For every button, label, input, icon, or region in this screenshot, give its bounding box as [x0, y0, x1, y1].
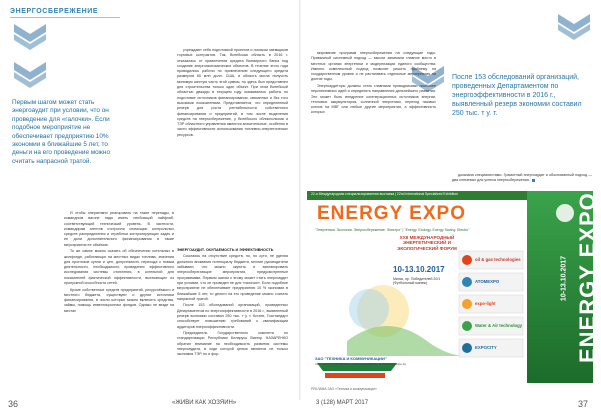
magazine-name: «ЖИВИ КАК ХОЗЯИН»	[172, 400, 237, 406]
ad-contacts: тел.: +375 17 306-06-06, e-mail: energy@tc.by, www.energyexpo.by	[315, 362, 406, 366]
paragraph: То же самое можно сказать об обеспечении котельных в жилфонде, работающих на местных видах топлива, значения для прогнозов купли и цен, допустимость перехода к новым деятельности, необходимость проведения эффективного исследования системы отопления, в котельной для показателей фактической эффективности, вытекающих из пропускной способности сетей.	[64, 249, 174, 286]
article-column-left	[64, 211, 174, 389]
article-column-right-end	[452, 173, 592, 187]
ad-banner-line: 22-я Международная специализированная выставка | 22nd International Specialized Exhibition	[311, 192, 459, 196]
paragraph: доказана специалистами. Грамотный энергоаудит и обоснованный подход — два ключевых для успеха энергосбережения.	[452, 173, 592, 183]
end-mark-icon	[532, 179, 535, 182]
ad-side-event: Water & Air technology	[475, 323, 523, 328]
paragraph: После 153 обследований организаций, проведенных Департаментом по энергоэффективности в 2016 г., выявленный резерв экономии составил 250 тыс. т у. т. Кстати, Госстандарт способствует повышению требований к квалификации аудиторов энергоэффективности.	[177, 303, 288, 329]
ad-side-event: oil & gas technologies	[475, 257, 521, 262]
chevron-down-icon	[14, 24, 46, 50]
chevron-down-icon	[14, 62, 46, 88]
subheading: ЭНЕРГОАУДИТ. ОКУПАЕМОСТЬ И ЭФФЕКТИВНОСТЬ	[177, 248, 274, 252]
ad-forum-title: XXII МЕЖДУНАРОДНЫЙ ЭНЕРГЕТИЧЕСКИЙ И ЭКОЛОГИЧЕСКИЙ ФОРУМ	[397, 235, 457, 251]
page-number-right: 37	[578, 399, 589, 409]
ad-venue: Минск, пр. Победителей 20/1 (Футбольный манеж)	[393, 277, 441, 286]
ad-vertical-dates: 10-13.10.2017	[560, 255, 568, 302]
ad-caption: РЕКЛАМА ЗАО «Техника и коммуникации»	[311, 387, 377, 391]
chevron-down-icon	[558, 14, 590, 40]
ad-side-event: expo-light	[475, 301, 496, 306]
paragraph: учреждают себя подготовкой проектов и поиском заемщиков торговых контрактов. Так, Витебская область в 2016 г. отказалась от привлечения кредита Всемирного банка под создание энергоэкономических объектов. В течение этого года проводились работы по привлечению следующего кредита размером 60 млн долл. США, и область могла получить минимум шестую часть этой суммы, но здесь был представлен для строительства только один объект. При этом Витебской областью дважды в текущем году оказывались работы по подготовке источников финансирования, связанных и без того высокими показателями. Представляется, что определенный резерв для роста рентабельности собственного финансирования и предприятий, в том числе выделения средств на энергосбережение, у Витебского облисполкома и ТЭР областного управления имеются значительные, особенно в части эффективности использования топливно-энергетических ресурсов.	[177, 48, 288, 137]
article-column-middle-bottom	[177, 247, 288, 389]
pull-quote-right: После 153 обследований организаций, проведенных Департаментом по энергоэффективности в 2016 г., выявленный резерв экономии составил 250 тыс. т у. т.	[452, 74, 582, 117]
paragraph: Кроме собственных средств предприятий, ресурсоёмкого и местного бюджета, существуют и другие источники финансирования, в число которых можно включить средства, займы, помощь инвестиционных фондов. Однако не везде на местах	[64, 287, 174, 313]
ad-vertical-text: ENERGY EXPO	[575, 192, 600, 363]
paragraph: мирование программ энергосбережения на следующие годы. Привычный системный подход — мысли занимали главное место в местных органах энергетики и модернизации единого сообщества. Именно комплексный подход позволит решить проблему на государственном уровне и не растягивать отдельные мероприятия на долгие годы.	[311, 51, 436, 82]
ad-side-event: EXPOCITY	[475, 345, 497, 350]
ad-dates: 10-13.10.2017	[393, 265, 445, 274]
ad-side-event: ATOMEXPO	[475, 279, 500, 284]
article-column-middle	[177, 48, 288, 243]
ad-brand: ENERGY EXPO	[317, 203, 466, 224]
page-gutter	[299, 0, 301, 400]
issue-info: 3 (128) МАРТ 2017	[316, 400, 369, 406]
paragraph: Председатель Государственного комитета по стандартизации Республики Беларусь Виктор НАЗАРЕНКО обратил внимание на необходимость развития системы энергоаудита, в ходе которой целью является не только экономия ТЭР, но и фор-	[177, 331, 288, 357]
pull-quote-left: Первым шагом может стать энергоаудит при условии, что он проведение для «галочки». Если подобное мероприятие не обеспечивает предприятию 10% экономии в ближайшие 5 лет, то деньги на его проведение можно считать напрасной тратой.	[12, 99, 111, 165]
ad-tagline: "Энергетика. Экология. Энергосбережение. Электро" | "Energy. Ecology. Energy Saving. Electro"	[315, 228, 470, 232]
page-number-left: 36	[8, 399, 19, 409]
paragraph: И чтобы оперативно реагировать на такие перепады, в командном вагоне надо иметь несбоящий лайфхаб, соответствующий технический уровень. В частности, командирам агентов отстроили спомощью контрольных средств распределения и отработки контролирующих задач и ее доли дополнительного финансирования в такие мероприятия ее объёмов.	[64, 211, 174, 247]
article-column-right	[311, 51, 436, 168]
paragraph: Энергоаудиторы должны стать главными проводниками наиболее перспективных идей и определять направления дальнейшего развития. Это может быть внедрение когенерационных источников энергии, тепловых аккумуляторов, солнечной энергетики, переход газовых котлов на МВТ или любые другие мероприятия, а эффективность которых	[311, 83, 436, 115]
section-title: ЭНЕРГОСБЕРЕЖЕНИЕ	[10, 4, 120, 18]
paragraph: Ссылаясь на отсутствие средств, но, по сути, не уделяя должного внимания потенциалу бюджета, многие руководители забывают, что можно окупить и запланировать энергосберегающие мероприятия, предусмотренные программами. Первым шагом к этому может стать энергоаудит при условии, что он проведен не для «галочки». Если подобное мероприятие не обеспечивает предприятию 10 % экономии в ближайшие 5 лет, то деньги на его проведение можно считать напрасной тратой.	[177, 254, 288, 301]
energy-expo-advertisement	[307, 191, 600, 383]
ad-organizer: ЗАО "ТЕХНИКА И КОММУНИКАЦИИ"	[315, 356, 387, 361]
